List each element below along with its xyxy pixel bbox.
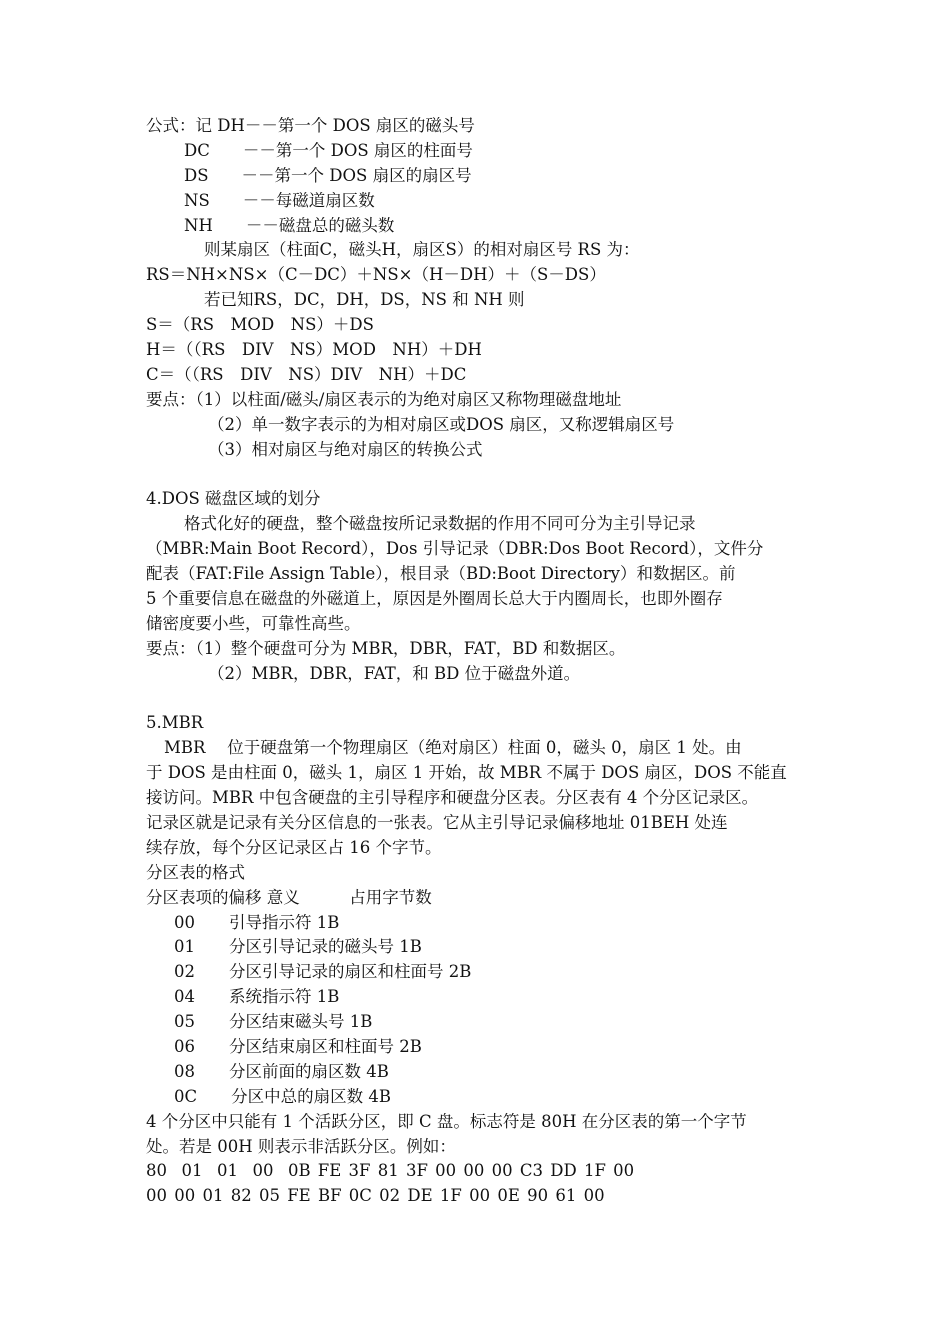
table-desc: 分区中总的扇区数 4B: [231, 1086, 391, 1106]
formula-title: 公式：记 DH－－第一个 DOS 扇区的磁头号: [146, 116, 475, 135]
table-offset: 02: [174, 962, 195, 982]
section5-para-line-4: 记录区就是记录有关分区信息的一张表。它从主引导记录偏移地址 01BEH 处连: [146, 812, 728, 832]
formula-point-2: （2）单一数字表示的为相对扇区或DOS 扇区，又称逻辑扇区号: [208, 414, 675, 434]
formula-def-dc: DC －－第一个 DOS 扇区的柱面号: [184, 140, 473, 160]
table-desc: 分区前面的扇区数 4B: [229, 1061, 389, 1081]
table-offset: 05: [174, 1012, 195, 1032]
table-row: [146, 1085, 816, 1110]
section4-heading: 4.DOS 磁盘区域的划分: [146, 489, 321, 509]
formula-def-nh: NH －－磁盘总的磁头数: [184, 215, 395, 235]
section4-point-1: [146, 637, 816, 662]
active-note-line-2: 处。若是 00H 则表示非活跃分区。例如：: [146, 1136, 456, 1156]
points-label: 要点：: [146, 389, 196, 409]
formula-rs: RS＝NH×NS×（C－DC）＋NS×（H－DH）＋（S－DS）: [146, 265, 606, 285]
section5-para-line-5: 续存放，每个分区记录区占 16 个字节。: [146, 837, 442, 857]
formula-def-ds: DS －－第一个 DOS 扇区的扇区号: [184, 165, 472, 185]
partition-table: [146, 911, 816, 1110]
table-offset: 08: [174, 1061, 195, 1081]
formula-intro: 则某扇区（柱面C，磁头H，扇区S）的相对扇区号 RS 为：: [204, 240, 640, 260]
table-desc: 系统指示符 1B: [229, 987, 340, 1007]
section4-para-line-2: （MBR:Main Boot Record），Dos 引导记录（DBR:Dos Boot Record），文件分: [146, 539, 764, 559]
table-row: [146, 935, 816, 960]
spacer: [146, 462, 816, 487]
formula-point-3: （3）相对扇区与绝对扇区的转换公式: [208, 439, 483, 459]
table-offset: 01: [174, 937, 195, 957]
section4-para-line-3: 配表（FAT:File Assign Table），根目录（BD:Boot Directory）和数据区。前: [146, 564, 736, 584]
formula-point-1: [146, 388, 816, 413]
spacer: [146, 686, 816, 711]
formula-s: S＝（RS MOD NS）＋DS: [146, 315, 374, 335]
table-row: [146, 1060, 816, 1085]
table-row: [146, 1035, 816, 1060]
section4-para-line-5: 储密度要小些，可靠性高些。: [146, 613, 361, 633]
table-desc: 分区引导记录的扇区和柱面号 2B: [229, 962, 472, 982]
table-offset: 04: [174, 987, 195, 1007]
section4-para-line-1: 格式化好的硬盘，整个磁盘按所记录数据的作用不同可分为主引导记录: [184, 514, 696, 534]
table-desc: 引导指示符 1B: [229, 912, 340, 932]
hex-line-2: 00 00 01 82 05 FE BF 0C 02 DE 1F 00 0E 90 61 00: [146, 1186, 605, 1206]
table-header: 分区表项的偏移 意义 占用字节数: [146, 887, 432, 907]
table-row: [146, 960, 816, 985]
formula-c: C＝（（RS DIV NS）DIV NH）＋DC: [146, 364, 467, 384]
table-desc: 分区结束扇区和柱面号 2B: [229, 1036, 422, 1056]
table-offset: 0C: [174, 1086, 198, 1106]
hex-line-1: 80 01 01 00 0B FE 3F 81 3F 00 00 00 C3 DD 1F 00: [146, 1161, 635, 1181]
active-note-line-1: 4 个分区中只能有 1 个活跃分区，即 C 盘。标志符是 80H 在分区表的第一个字节: [146, 1111, 747, 1131]
formula-h: H＝（（RS DIV NS）MOD NH）＋DH: [146, 340, 482, 360]
table-offset: 00: [174, 912, 195, 932]
formula-known: 若已知RS，DC，DH，DS，NS 和 NH 则: [204, 290, 525, 310]
table-desc: 分区结束磁头号 1B: [229, 1012, 373, 1032]
formula-def-ns: NS －－每磁道扇区数: [184, 190, 375, 210]
table-offset: 06: [174, 1036, 195, 1056]
points-label: 要点：: [146, 638, 196, 658]
point-text: （1）整个硬盘可分为 MBR，DBR，FAT，BD 和数据区。: [195, 638, 626, 658]
table-desc: 分区引导记录的磁头号 1B: [229, 937, 422, 957]
section5-para-line-2: 于 DOS 是由柱面 0，磁头 1，扇区 1 开始，故 MBR 不属于 DOS 扇区，DOS 不能直: [146, 763, 787, 783]
point-text: （1）以柱面/磁头/扇区表示的为绝对扇区又称物理磁盘地址: [195, 389, 622, 409]
table-row: [146, 911, 816, 936]
table-row: [146, 1010, 816, 1035]
section5-para-line-3: 接访问。MBR 中包含硬盘的主引导程序和硬盘分区表。分区表有 4 个分区记录区。: [146, 788, 759, 808]
table-title: 分区表的格式: [146, 862, 245, 882]
section4-point-2: （2）MBR，DBR，FAT，和 BD 位于磁盘外道。: [208, 663, 581, 683]
section5-para-line-1: MBR 位于硬盘第一个物理扇区（绝对扇区）柱面 0，磁头 0，扇区 1 处。由: [164, 738, 742, 758]
section4-para-line-4: 5 个重要信息在磁盘的外磁道上，原因是外圈周长总大于内圈周长，也即外圈存: [146, 588, 723, 608]
section5-heading: 5.MBR: [146, 713, 204, 733]
document-page: [146, 114, 816, 1209]
table-row: [146, 985, 816, 1010]
